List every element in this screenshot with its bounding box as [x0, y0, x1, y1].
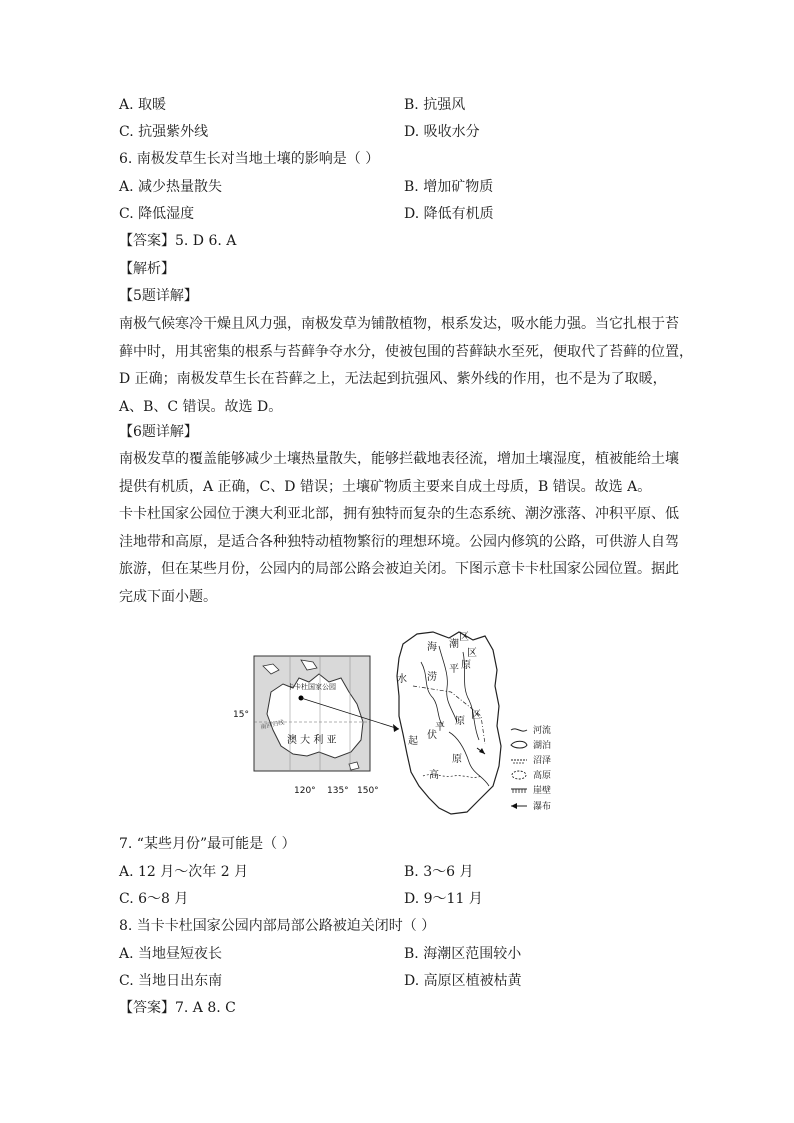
region-char: 原 — [455, 716, 465, 727]
inset-latitude-label: 15° — [233, 710, 249, 720]
q6-options-row-2 — [119, 203, 679, 225]
region-char: 平 — [449, 664, 459, 675]
q5-detail-line: 藓中时，用其密集的根系与苔藓争夺水分，使被包围的苔藓缺水至死，便取代了苔藓的位置， — [119, 343, 693, 360]
material-line: 旅游，但在某些月份，公园内的局部公路会被迫关闭。下图示意卡卡杜国家公园位置。据此 — [119, 561, 679, 577]
q6-detail-line: 提供有机质，A 正确，C、D 错误；土壤矿物质主要来自成土母质，B 错误。故选 A。 — [119, 478, 652, 495]
material-text — [119, 501, 677, 611]
material-line: 完成下面小题。 — [119, 588, 217, 605]
region-char: 区 — [467, 648, 477, 659]
region-char: 高 — [429, 770, 439, 781]
q6-option-a: A. 减少热量散失 — [119, 179, 223, 195]
region-char: 区 — [471, 710, 481, 721]
plateau-icon — [512, 771, 526, 779]
q7-options-row-1 — [119, 861, 679, 883]
q5-options-row-2 — [119, 121, 679, 143]
pointer-arrow-icon — [393, 724, 399, 732]
material-line: 洼地带和高原，是适合各种独特动植物繁衍的理想环境。公园内修筑的公路，可供游人自驾 — [119, 533, 679, 550]
q8-option-c: C. 当地日出东南 — [119, 973, 223, 989]
lake-icon — [511, 741, 527, 748]
region-char: 平 — [435, 722, 445, 733]
q6-detail-text — [119, 446, 677, 501]
region-char: 区 — [459, 632, 469, 643]
inset-park-label: 卡卡杜国家公园 — [287, 683, 336, 691]
inset-lon-label: 120° — [294, 786, 316, 796]
answer-5-6: 【答案】5. D 6. A — [119, 233, 237, 249]
q5-detail-line: A、B、C 错误。故选 D。 — [119, 398, 283, 415]
kakadu-location-map — [233, 626, 559, 816]
region-char: 潮 — [449, 639, 459, 650]
q8-options-row-1 — [119, 943, 679, 965]
region-char: 伏 — [427, 730, 437, 741]
q6-detail-label: 【6题详解】 — [119, 424, 198, 440]
q7-option-d: D. 9～11 月 — [404, 891, 483, 907]
q6-option-d: D. 降低有机质 — [404, 206, 494, 222]
material-line: 卡卡杜国家公园位于澳大利亚北部，拥有独特而复杂的生态系统、潮汐涨落、冲积平原、低 — [119, 506, 679, 522]
inset-tropic-label: 南回归线 — [259, 719, 285, 731]
q6-detail-line: 南极发草的覆盖能够减少土壤热量散失，能够拦截地表径流，增加土壤湿度，植被能给土壤 — [119, 451, 679, 467]
answer-7-8: 【答案】7. A 8. C — [119, 1000, 236, 1016]
q7-option-b: B. 3～6 月 — [404, 864, 474, 880]
legend-label: 沼泽 — [533, 756, 552, 766]
region-char: 原 — [461, 660, 471, 671]
q8-option-a: A. 当地昼短夜长 — [119, 946, 223, 962]
q5-option-c: C. 抗强紫外线 — [119, 124, 209, 140]
q5-detail-line: D 正确；南极发草生长在苔藓之上，无法起到抗强风、紫外线的作用，也不是为了取暖， — [119, 371, 667, 387]
q7-options-row-2 — [119, 888, 679, 910]
region-char: 海 — [427, 642, 437, 653]
q5-option-b: B. 抗强风 — [404, 97, 466, 113]
q6-stem: 6. 南极发草生长对当地土壤的影响是（ ） — [119, 151, 380, 167]
q8-option-b: B. 海潮区范围较小 — [404, 946, 522, 962]
q5-detail-line: 南极气候寒冷干燥且风力强，南极发草为铺散植物，根系发达，吸水能力强。当它扎根于苔 — [119, 316, 679, 332]
park-detail-map — [397, 631, 501, 814]
analysis-label: 【解析】 — [119, 261, 175, 277]
q8-stem: 8. 当卡卡杜国家公园内部局部公路被迫关闭时（ ） — [119, 918, 436, 934]
q6-option-b: B. 增加矿物质 — [404, 179, 494, 195]
map-legend — [511, 724, 551, 812]
legend-label: 河流 — [533, 726, 552, 736]
q6-options-row-1 — [119, 176, 679, 198]
q8-options-row-2 — [119, 970, 679, 992]
q5-option-a: A. 取暖 — [119, 97, 167, 113]
inset-lon-label: 150° — [357, 786, 379, 796]
river-icon — [511, 729, 527, 731]
q5-detail-text — [119, 311, 693, 421]
q7-option-c: C. 6～8 月 — [119, 891, 189, 907]
q7-stem: 7. “某些月份”最可能是（ ） — [119, 836, 296, 852]
q7-option-a: A. 12 月～次年 2 月 — [119, 864, 249, 880]
region-char: 起 — [408, 736, 418, 747]
legend-label: 湖泊 — [533, 741, 552, 751]
q6-option-c: C. 降低湿度 — [119, 206, 195, 222]
legend-label: 崖壁 — [533, 786, 552, 796]
legend-label: 瀑布 — [533, 802, 552, 812]
region-char: 水 — [397, 674, 407, 685]
inset-lon-label: 135° — [327, 786, 349, 796]
inset-country-label: 澳 大 利 亚 — [287, 735, 337, 746]
region-char: 原 — [452, 754, 462, 765]
q5-options-row-1 — [119, 94, 679, 116]
inset-map — [233, 656, 379, 796]
q5-detail-label: 【5题详解】 — [119, 288, 198, 304]
q5-option-d: D. 吸收水分 — [404, 124, 480, 140]
q8-option-d: D. 高原区植被枯黄 — [404, 973, 522, 989]
region-char: 涝 — [427, 672, 437, 683]
legend-label: 高原 — [533, 771, 552, 781]
